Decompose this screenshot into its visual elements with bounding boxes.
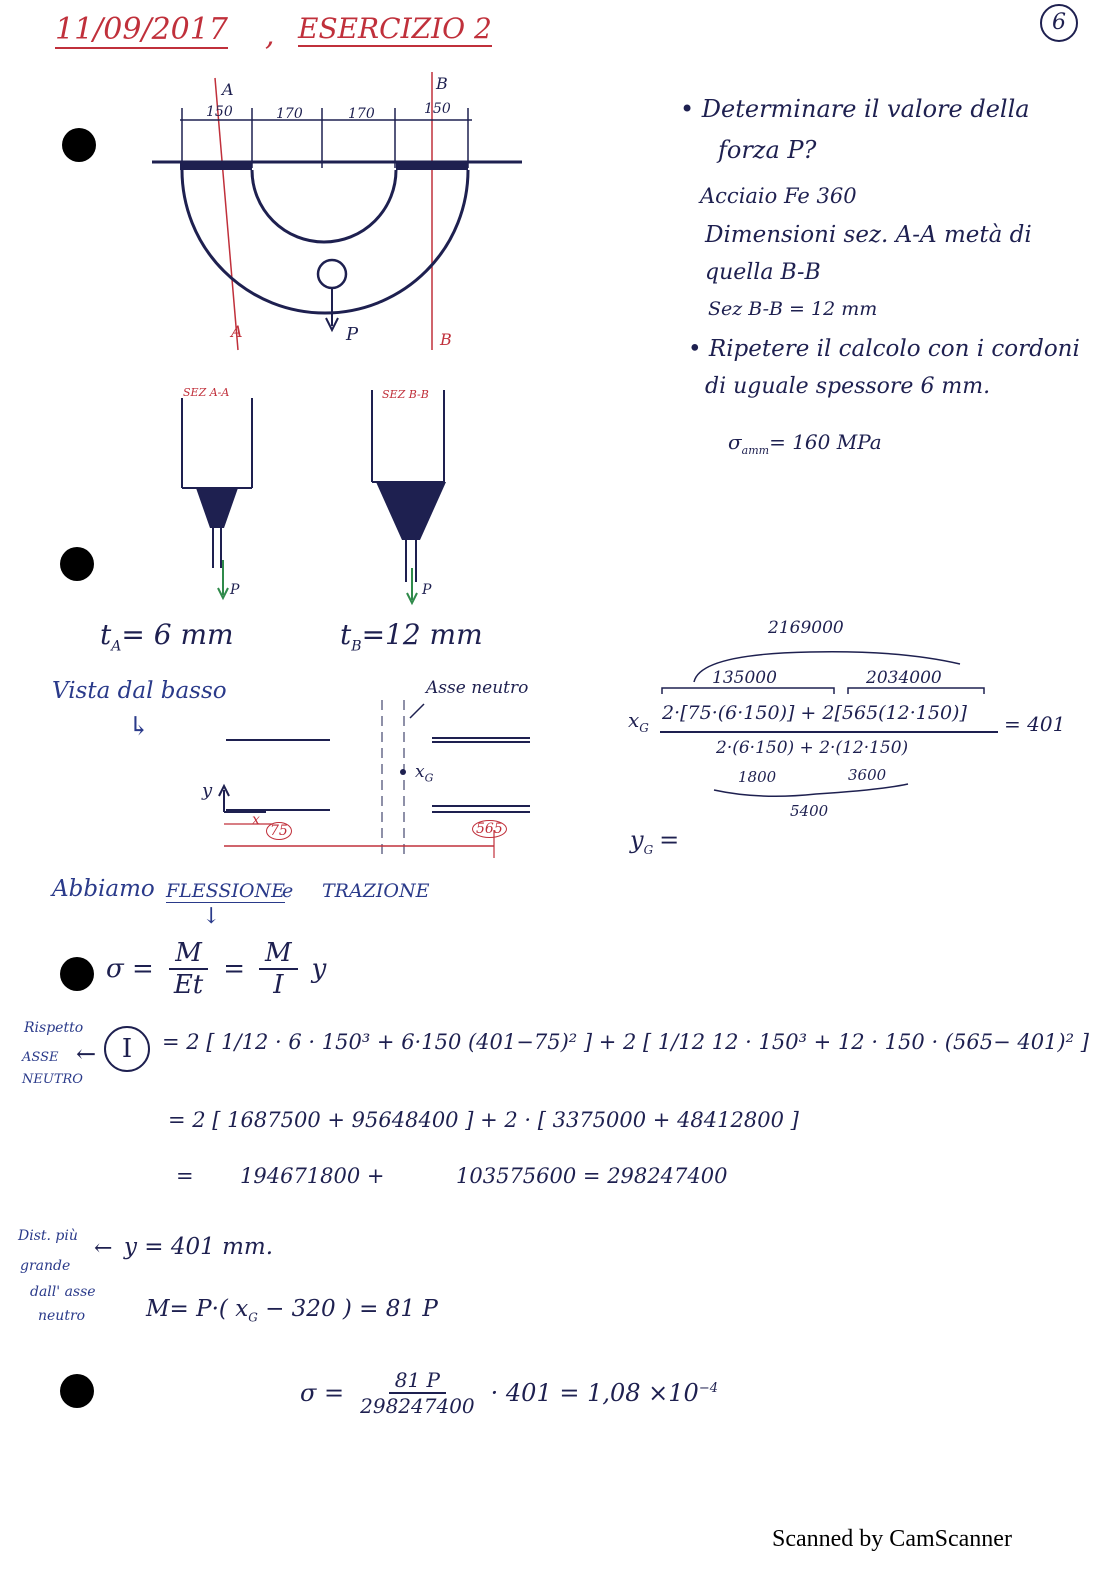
fraction-den: I xyxy=(273,970,284,1000)
view-label: Vista dal basso xyxy=(52,678,227,704)
section-b-load: P xyxy=(422,582,432,598)
equals-sign: = xyxy=(223,954,246,984)
yg-symbol: y xyxy=(630,826,644,854)
moment-equation xyxy=(146,1296,438,1325)
bullet-dot xyxy=(60,957,94,991)
label-b-bottom: B xyxy=(440,330,452,349)
sigma-final-value: · 401 = 1,08 ×10 xyxy=(490,1379,699,1407)
dist-label-2: grande xyxy=(20,1258,71,1274)
inertia-line-3-a: 194671800 + xyxy=(240,1164,385,1188)
exercise-title: ESERCIZIO 2 xyxy=(298,12,492,45)
xg-lhs xyxy=(628,708,649,735)
label-b-top: B xyxy=(436,74,448,93)
problem-line-6: Sez B-B = 12 mm xyxy=(708,298,878,320)
xg-d-total: 5400 xyxy=(790,802,829,820)
thickness-b-value: =12 mm xyxy=(361,618,483,651)
dimension-3: 170 xyxy=(348,106,375,122)
sigma-final xyxy=(300,1368,718,1418)
problem-line-4: Dimensioni sez. A-A metà di xyxy=(705,222,1032,248)
thickness-a-value: = 6 mm xyxy=(121,618,234,651)
down-arrow: ↓ xyxy=(202,904,221,929)
y-equation: y = 401 mm. xyxy=(124,1234,274,1260)
xg-symbol: x xyxy=(415,762,425,782)
label-a-top: A xyxy=(222,80,234,99)
fraction-m-et xyxy=(168,938,209,1000)
inertia-symbol: I xyxy=(104,1026,150,1072)
sigma-final-tail xyxy=(491,1379,718,1407)
y-variable: y xyxy=(311,954,327,984)
inertia-line-3-b: 103575600 = 298247400 xyxy=(456,1164,728,1188)
abbiamo-text: Abbiamo xyxy=(52,876,155,902)
arrow-left: ← xyxy=(76,1040,97,1068)
neutro-label: NEUTRO xyxy=(22,1072,83,1087)
x-axis-label: x xyxy=(252,812,260,828)
sigma-formula xyxy=(106,938,326,1000)
sigma-final-lhs: σ = xyxy=(300,1379,345,1407)
inertia-line-1: = 2 [ 1/12 · 6 · 150³ + 6·150 (401−75)² ] + 2 [ 1/12 12 · 150³ + 12 · 150 · (565− 401)² ] xyxy=(162,1030,1089,1054)
rispetto-label: Rispetto xyxy=(24,1020,84,1036)
xg-part-2: 2034000 xyxy=(866,668,942,688)
sigma-lhs: σ = xyxy=(106,954,154,984)
xg-top-total: 2169000 xyxy=(768,618,844,638)
problem-line-7: • Ripetere il calcolo con i cordoni xyxy=(688,336,1080,362)
and-text: e xyxy=(282,880,294,902)
neutral-axis-note: Asse neutro xyxy=(426,678,529,698)
xg-lhs-subscript: G xyxy=(639,721,649,735)
xg-numerator: 2·[75·(6·150)] + 2[565(12·150)] xyxy=(662,702,967,724)
sigma-final-exponent: −4 xyxy=(698,1381,718,1396)
fraction-num: M xyxy=(169,938,208,970)
problem-line-1: • Determinare il valore della xyxy=(680,95,1030,123)
fraction-den: Et xyxy=(173,970,204,1000)
xg-d1: 1800 xyxy=(738,768,777,786)
thickness-b-symbol: t xyxy=(340,618,352,651)
xg-d2: 3600 xyxy=(848,766,887,784)
fraction-den: 298247400 xyxy=(360,1394,475,1418)
dist-label-1: Dist. più xyxy=(18,1228,78,1244)
allowable-stress-value: = 160 MPa xyxy=(769,430,882,454)
dimension-4: 150 xyxy=(424,101,451,117)
asse-label: ASSE xyxy=(22,1050,59,1065)
page-number: 6 xyxy=(1040,4,1078,42)
fraction-num: M xyxy=(259,938,298,970)
date: 11/09/2017 xyxy=(55,12,228,47)
xg-subscript: G xyxy=(424,771,434,785)
problem-line-5: quella B-B xyxy=(705,260,821,285)
dimension-2: 170 xyxy=(276,106,303,122)
xg-result: = 401 xyxy=(1004,712,1066,736)
dist-label-4: neutro xyxy=(38,1308,86,1324)
fraction-num: 81 P xyxy=(389,1368,446,1394)
xg-part-1: 135000 xyxy=(712,668,777,688)
thickness-b-subscript: B xyxy=(351,638,362,655)
allowable-stress-subscript: amm xyxy=(741,444,770,457)
problem-line-3: Acciaio Fe 360 xyxy=(700,184,857,208)
xg-denominator: 2·(6·150) + 2·(12·150) xyxy=(716,738,909,758)
thickness-a-subscript: A xyxy=(111,638,122,655)
allowable-stress-symbol: σ xyxy=(728,430,742,454)
bullet-dot xyxy=(60,1374,94,1408)
section-b-label: SEZ B-B xyxy=(382,388,429,401)
scanner-footer: Scanned by CamScanner xyxy=(772,1526,1012,1552)
moment-subscript: G xyxy=(248,1310,258,1325)
yg-equals: = xyxy=(659,826,680,854)
section-a-load: P xyxy=(230,582,240,598)
moment-lhs: M= P·( x xyxy=(146,1296,249,1322)
dist-label-3: dall' asse xyxy=(30,1284,96,1300)
section-a-label: SEZ A-A xyxy=(183,386,230,399)
problem-line-8: di uguale spessore 6 mm. xyxy=(705,374,991,399)
sigma-final-fraction xyxy=(354,1368,481,1418)
yg-label xyxy=(630,826,679,857)
bending-label: FLESSIONE xyxy=(166,880,285,902)
yg-subscript: G xyxy=(643,842,654,857)
inertia-line-3-eq: = xyxy=(176,1164,194,1188)
load-label: P xyxy=(346,324,359,345)
inertia-line-2: = 2 [ 1687500 + 95648400 ] + 2 · [ 3375000 + 48412800 ] xyxy=(168,1108,799,1132)
moment-tail: − 320 ) = 81 P xyxy=(257,1296,438,1322)
dimension-1: 150 xyxy=(206,104,233,120)
dist-arrow: ← xyxy=(94,1236,113,1261)
thickness-a-symbol: t xyxy=(100,618,112,651)
centroid-1-value: 75 xyxy=(266,822,292,840)
label-a-bottom: A xyxy=(231,322,243,341)
y-axis-label: y xyxy=(202,780,213,801)
fraction-m-i xyxy=(259,938,298,1000)
separator: , xyxy=(265,18,275,53)
centroid-2-value: 565 xyxy=(472,820,507,838)
traction-label: TRAZIONE xyxy=(322,880,430,902)
problem-line-2: forza P? xyxy=(718,136,817,164)
xg-lhs-symbol: x xyxy=(628,708,640,732)
view-arrow: ↳ xyxy=(128,712,150,742)
